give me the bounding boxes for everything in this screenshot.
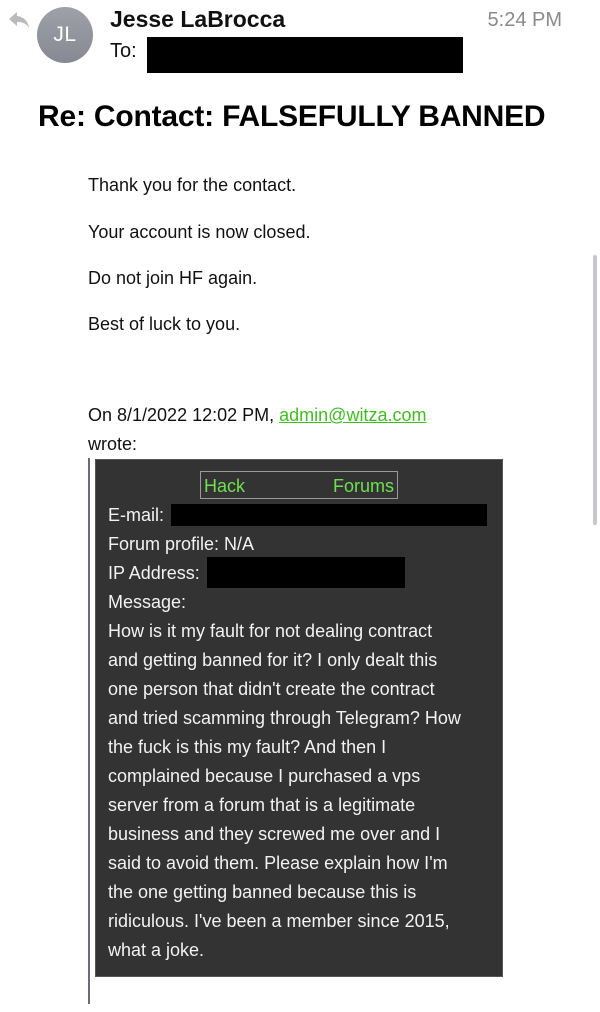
message-line: the fuck is this my fault? And then I: [108, 737, 387, 757]
email-subject: Re: Contact: FALSEFULLY BANNED: [38, 100, 546, 133]
avatar: [37, 7, 93, 63]
sender-email-link[interactable]: admin@witza.com: [279, 405, 427, 425]
sender-name[interactable]: Jesse LaBrocca: [110, 6, 286, 32]
ip-label: IP Address:: [108, 563, 200, 583]
ip-redaction: [207, 557, 405, 588]
quote-attribution: [88, 405, 426, 426]
message-line: and tried scamming through Telegram? How: [108, 708, 461, 728]
body-line: Your account is now closed.: [88, 222, 311, 242]
quoted-message: [95, 459, 503, 977]
scrollbar[interactable]: [593, 255, 597, 525]
message-line: one person that didn't create the contract: [108, 679, 435, 699]
banner-forums: Forums: [332, 476, 394, 496]
hackforums-banner: [200, 471, 398, 499]
banner-hack: Hack: [204, 476, 246, 496]
message-line: ridiculous. I've been a member since 2015,: [108, 911, 450, 931]
message-line: How is it my fault for not dealing contract: [108, 621, 433, 641]
quote-wrote: wrote:: [88, 434, 138, 454]
message-label: Message:: [108, 592, 187, 612]
message-line: complained because I purchased a vps: [108, 766, 421, 786]
message-line: business and they screwed me over and I: [108, 824, 441, 844]
message-line: server from a forum that is a legitimate: [108, 795, 416, 815]
to-label: To:: [110, 40, 137, 62]
message-line: and getting banned for it? I only dealt this: [108, 650, 438, 670]
avatar-initials: JL: [53, 23, 77, 46]
body-line: Thank you for the contact.: [88, 175, 297, 195]
reply-arrow-icon[interactable]: [8, 10, 30, 30]
message-line: said to avoid them. Please explain how I'm: [108, 853, 448, 873]
body-line: Best of luck to you.: [88, 314, 241, 334]
email-label: E-mail:: [108, 505, 165, 525]
message-line: the one getting banned because this is: [108, 882, 417, 902]
forum-profile: Forum profile: N/A: [108, 534, 255, 554]
recipient-redaction: [147, 37, 463, 73]
message-line: what a joke.: [108, 940, 205, 960]
message-time: 5:24 PM: [487, 9, 562, 31]
quote-date: On 8/1/2022 12:02 PM,: [88, 405, 280, 425]
quote-bar: [88, 458, 90, 1004]
email-redaction: [171, 504, 487, 526]
body-line: Do not join HF again.: [88, 268, 258, 288]
